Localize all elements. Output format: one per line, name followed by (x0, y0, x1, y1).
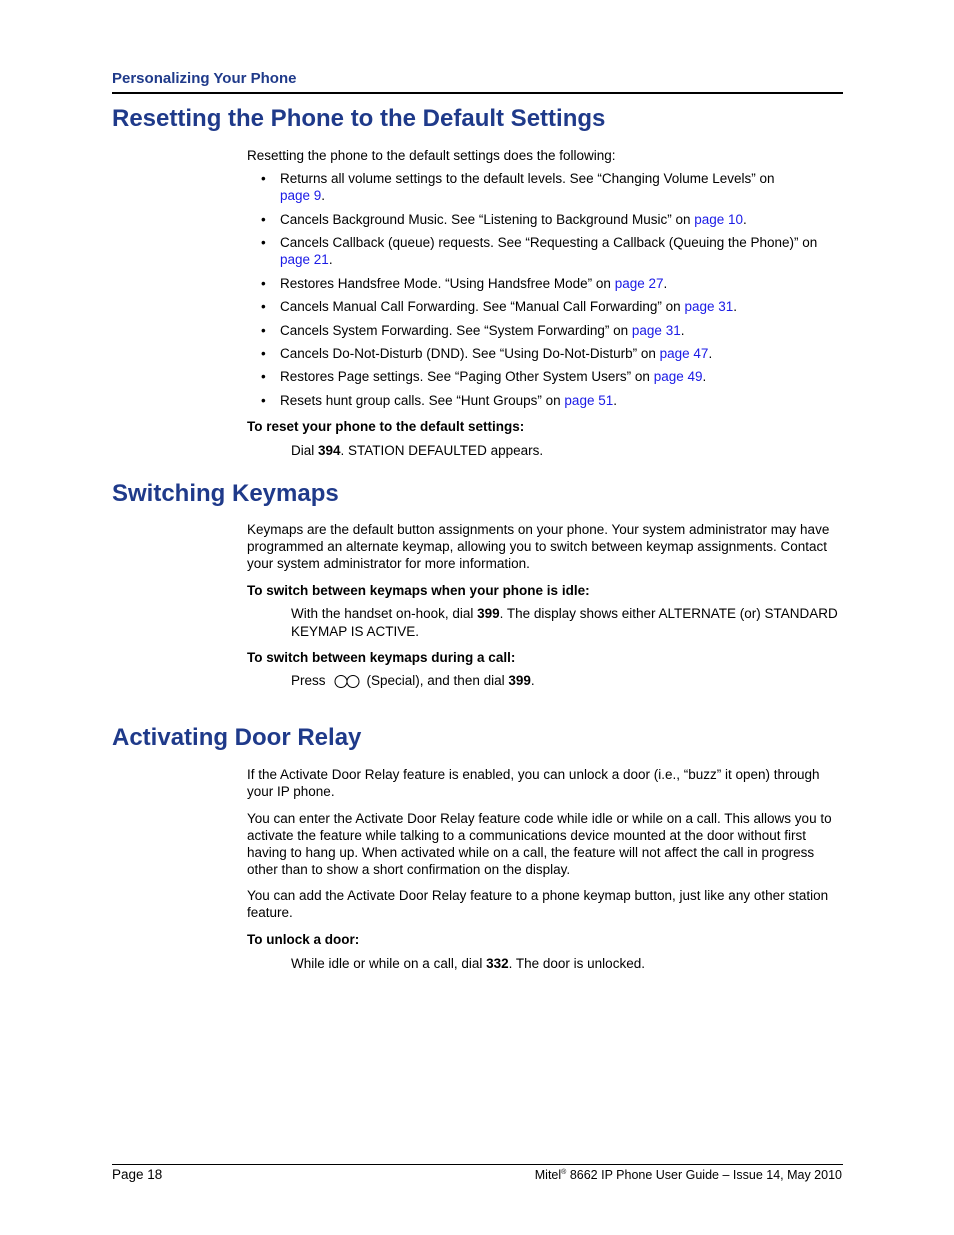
page-link[interactable]: page 10 (694, 212, 744, 227)
door-relay-step (291, 955, 841, 973)
reset-step (291, 442, 841, 460)
list-item-punct: . (743, 212, 747, 227)
header-rule (112, 92, 843, 94)
keymaps-intro: Keymaps are the default button assignments on your phone. Your system administrator may have programmed an alternate keymap, allowing you to switch between keymap assignments. Contact your system administrator for more information. (247, 522, 830, 571)
page-link[interactable]: page 9 (280, 188, 322, 203)
bullet-icon: • (261, 369, 266, 384)
section-title-door-relay: Activating Door Relay (112, 724, 362, 751)
feature-code: 399 (508, 673, 531, 688)
step-text: . (530, 673, 535, 688)
list-item-text: Cancels Background Music. See “Listening to Background Music” on (280, 212, 691, 227)
door-relay-para-1: If the Activate Door Relay feature is enabled, you can unlock a door (i.e., “buzz” it open) through your IP phone. (247, 767, 820, 799)
list-item-text: Cancels Do-Not-Disturb (DND). See “Using Do-Not-Disturb” on (280, 346, 656, 361)
page-link[interactable]: page 27 (614, 276, 664, 291)
list-item (261, 298, 843, 315)
keymaps-idle-procedure-title: To switch between keymaps when your phone is idle: (247, 583, 590, 598)
list-item-punct: . (321, 188, 326, 203)
page-link[interactable]: page 51 (564, 393, 614, 408)
list-item-text: Returns all volume settings to the default levels. See “Changing Volume Levels” on (280, 171, 775, 186)
step-text: Dial (291, 443, 319, 458)
section-title-reset: Resetting the Phone to the Default Settings (112, 105, 606, 132)
trademark-symbol: ® (561, 1168, 567, 1176)
door-relay-para-3: You can add the Activate Door Relay feature to a phone keymap button, just like any other station feature. (247, 888, 829, 920)
list-item-punct: . (328, 252, 333, 267)
page-link[interactable]: page 49 (653, 369, 703, 384)
list-item-punct: . (663, 276, 668, 291)
bullet-icon: • (261, 171, 266, 186)
list-item-punct: . (708, 346, 713, 361)
bullet-icon: • (261, 346, 266, 361)
list-item-text: Cancels Manual Call Forwarding. See “Manual Call Forwarding” on (280, 299, 681, 314)
list-item (261, 368, 843, 385)
list-item (261, 211, 843, 228)
brand-name: Mitel (534, 1168, 562, 1182)
footer-doc-title (535, 1168, 842, 1182)
list-item (261, 170, 843, 204)
list-item-text: Cancels Callback (queue) requests. See “Requesting a Callback (Queuing the Phone)” on (280, 235, 818, 250)
running-header: Personalizing Your Phone (112, 70, 297, 87)
bullet-icon: • (261, 299, 266, 314)
list-item-punct: . (613, 393, 617, 408)
step-text: . The display shows either ALTERNATE (or) STANDARD KEYMAP IS ACTIVE. (291, 606, 838, 639)
list-item-punct: . (702, 369, 707, 384)
list-item-text: Restores Handsfree Mode. “Using Handsfree Mode” on (280, 276, 611, 291)
list-item-punct: . (733, 299, 738, 314)
list-item (261, 234, 843, 268)
page-number: Page 18 (112, 1167, 163, 1182)
step-text: (Special), and then dial (366, 673, 509, 688)
reset-procedure-title: To reset your phone to the default settings: (247, 419, 525, 434)
page-link[interactable]: page 31 (684, 299, 734, 314)
list-item (261, 322, 843, 339)
keymaps-call-step (291, 672, 841, 694)
bullet-icon: • (261, 323, 266, 338)
list-item-text: Resets hunt group calls. See “Hunt Groups” on (280, 393, 561, 408)
special-key-icon (332, 673, 362, 694)
keymaps-idle-step (291, 605, 841, 640)
bullet-icon: • (261, 235, 266, 250)
page-link[interactable]: page 21 (280, 252, 329, 267)
feature-code: 399 (477, 606, 500, 621)
bullet-icon: • (261, 212, 266, 227)
page-link[interactable]: page 31 (631, 323, 681, 338)
feature-code: 332 (486, 956, 509, 971)
doc-title: 8662 IP Phone User Guide – Issue 14, May 2010 (566, 1168, 842, 1182)
step-text: With the handset on-hook, dial (291, 606, 478, 621)
door-relay-procedure-title: To unlock a door: (247, 932, 360, 947)
door-relay-para-2: You can enter the Activate Door Relay feature code while idle or while on a call. This allows you to activate the feature while talking to a communications device mounted at the door without first having to hang up. When activated while on a call, the feature will not affect the call in progress other than to show a short confirmation on the display. (247, 811, 832, 877)
page-link[interactable]: page 47 (659, 346, 709, 361)
list-item (261, 392, 843, 409)
bullet-icon: • (261, 276, 266, 291)
bullet-icon: • (261, 393, 266, 408)
step-text: . The door is unlocked. (508, 956, 645, 971)
step-text: While idle or while on a call, dial (291, 956, 487, 971)
step-text: Press (291, 673, 326, 688)
step-text: . STATION DEFAULTED appears. (340, 443, 544, 458)
feature-code: 394 (318, 443, 341, 458)
list-item (261, 275, 843, 292)
footer-rule (112, 1164, 843, 1165)
reset-intro: Resetting the phone to the default settings does the following: (247, 148, 616, 163)
list-item-text: Cancels System Forwarding. See “System Forwarding” on (280, 323, 629, 338)
list-item (261, 345, 843, 362)
keymaps-call-procedure-title: To switch between keymaps during a call: (247, 650, 516, 665)
section-title-keymaps: Switching Keymaps (112, 480, 339, 507)
list-item-punct: . (680, 323, 685, 338)
list-item-text: Restores Page settings. See “Paging Other System Users” on (280, 369, 650, 384)
